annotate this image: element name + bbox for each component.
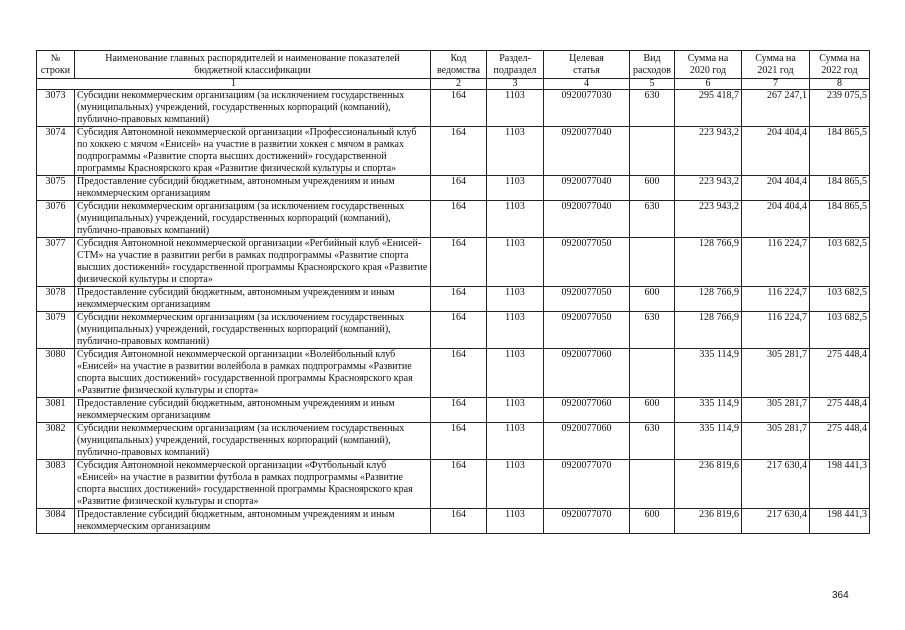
header-sum-2022: Сумма на 2022 год — [810, 51, 870, 79]
row-target: 0920077050 — [544, 312, 630, 349]
row-target: 0920077060 — [544, 423, 630, 460]
row-target: 0920077060 — [544, 398, 630, 423]
row-sum-2020: 335 114,9 — [675, 349, 742, 398]
row-expense-type: 600 — [630, 287, 675, 312]
column-number: 2 — [431, 79, 487, 90]
table-row — [37, 287, 870, 312]
row-number: 3080 — [37, 349, 75, 398]
row-number: 3084 — [37, 509, 75, 534]
row-sum-2021: 204 404,4 — [742, 127, 810, 176]
row-sum-2022: 275 448,4 — [810, 423, 870, 460]
row-expense-type: 630 — [630, 312, 675, 349]
row-number: 3081 — [37, 398, 75, 423]
header-name: Наименование главных распорядителей и наименование показателей бюджетной классификации — [75, 51, 431, 79]
row-sum-2021: 116 224,7 — [742, 238, 810, 287]
row-section: 1103 — [487, 509, 544, 534]
row-dept-code: 164 — [431, 509, 487, 534]
row-sum-2022: 184 865,5 — [810, 176, 870, 201]
header-section: Раздел- подраздел — [487, 51, 544, 79]
row-name: Субсидии некоммерческим организациям (за исключением государственных (муниципальных) учреждений, государственных корпораций (компаний), публично-правовых компаний) — [75, 201, 431, 238]
column-number: 1 — [37, 79, 431, 90]
row-number: 3078 — [37, 287, 75, 312]
row-sum-2022: 184 865,5 — [810, 201, 870, 238]
row-section: 1103 — [487, 90, 544, 127]
header-sum-2020: Сумма на 2020 год — [675, 51, 742, 79]
row-number: 3083 — [37, 460, 75, 509]
row-section: 1103 — [487, 238, 544, 287]
row-dept-code: 164 — [431, 238, 487, 287]
row-number: 3075 — [37, 176, 75, 201]
column-number: 4 — [544, 79, 630, 90]
row-name: Субсидия Автономной некоммерческой организации «Профессиональный клуб по хоккею с мячом «Енисей» на участие в развитии хоккея с мячом в рамках подпрограммы «Развитие спорта высших достижений» государственной программы Красноярского края «Развитие физической культуры и спорта» — [75, 127, 431, 176]
column-number: 3 — [487, 79, 544, 90]
row-sum-2021: 116 224,7 — [742, 287, 810, 312]
row-sum-2022: 239 075,5 — [810, 90, 870, 127]
row-name: Субсидия Автономной некоммерческой организации «Футбольный клуб «Енисей» на участие в развитии футбола в рамках подпрограммы «Развитие спорта высших достижений» государственной программы Красноярского края «Развитие физической культуры и спорта» — [75, 460, 431, 509]
table-row — [37, 349, 870, 398]
row-section: 1103 — [487, 423, 544, 460]
row-expense-type — [630, 127, 675, 176]
row-section: 1103 — [487, 287, 544, 312]
row-number: 3077 — [37, 238, 75, 287]
row-number: 3076 — [37, 201, 75, 238]
table-row — [37, 201, 870, 238]
row-section: 1103 — [487, 176, 544, 201]
row-number: 3082 — [37, 423, 75, 460]
row-expense-type: 630 — [630, 423, 675, 460]
row-sum-2021: 305 281,7 — [742, 398, 810, 423]
header-expense-type: Вид расходов — [630, 51, 675, 79]
table-row — [37, 176, 870, 201]
column-number: 6 — [675, 79, 742, 90]
row-dept-code: 164 — [431, 176, 487, 201]
row-sum-2022: 275 448,4 — [810, 349, 870, 398]
row-dept-code: 164 — [431, 349, 487, 398]
row-sum-2021: 217 630,4 — [742, 460, 810, 509]
row-sum-2021: 204 404,4 — [742, 176, 810, 201]
table-row — [37, 238, 870, 287]
row-sum-2020: 223 943,2 — [675, 176, 742, 201]
table-row — [37, 509, 870, 534]
row-expense-type: 630 — [630, 90, 675, 127]
row-section: 1103 — [487, 398, 544, 423]
row-sum-2020: 236 819,6 — [675, 460, 742, 509]
row-sum-2020: 128 766,9 — [675, 312, 742, 349]
row-dept-code: 164 — [431, 287, 487, 312]
header-dept-code: Код ведомства — [431, 51, 487, 79]
row-section: 1103 — [487, 349, 544, 398]
row-sum-2022: 103 682,5 — [810, 238, 870, 287]
table-row — [37, 460, 870, 509]
table-row — [37, 312, 870, 349]
row-expense-type: 600 — [630, 398, 675, 423]
column-number: 7 — [742, 79, 810, 90]
row-sum-2020: 236 819,6 — [675, 509, 742, 534]
row-name: Предоставление субсидий бюджетным, автономным учреждениям и иным некоммерческим организациям — [75, 176, 431, 201]
row-expense-type: 600 — [630, 509, 675, 534]
row-section: 1103 — [487, 460, 544, 509]
row-name: Субсидия Автономной некоммерческой организации «Регбийный клуб «Енисей-СТМ» на участие в развитии регби в рамках подпрограммы «Развитие спорта высших достижений» государственной программы Красноярского края «Развитие физической культуры и спорта» — [75, 238, 431, 287]
row-sum-2021: 305 281,7 — [742, 349, 810, 398]
row-number: 3079 — [37, 312, 75, 349]
row-target: 0920077030 — [544, 90, 630, 127]
page-number: 364 — [832, 590, 849, 601]
row-sum-2020: 295 418,7 — [675, 90, 742, 127]
row-dept-code: 164 — [431, 398, 487, 423]
row-dept-code: 164 — [431, 90, 487, 127]
row-sum-2020: 128 766,9 — [675, 238, 742, 287]
row-sum-2022: 184 865,5 — [810, 127, 870, 176]
row-target: 0920077040 — [544, 201, 630, 238]
row-target: 0920077050 — [544, 287, 630, 312]
row-sum-2021: 217 630,4 — [742, 509, 810, 534]
table-row — [37, 127, 870, 176]
row-target: 0920077060 — [544, 349, 630, 398]
row-sum-2022: 198 441,3 — [810, 460, 870, 509]
row-sum-2022: 275 448,4 — [810, 398, 870, 423]
row-section: 1103 — [487, 201, 544, 238]
row-dept-code: 164 — [431, 201, 487, 238]
document-page — [36, 50, 869, 534]
table-header-row — [37, 51, 870, 79]
row-expense-type: 600 — [630, 176, 675, 201]
row-sum-2021: 204 404,4 — [742, 201, 810, 238]
row-expense-type — [630, 238, 675, 287]
table-row — [37, 90, 870, 127]
row-target: 0920077040 — [544, 127, 630, 176]
row-name: Предоставление субсидий бюджетным, автономным учреждениям и иным некоммерческим организациям — [75, 509, 431, 534]
row-number: 3074 — [37, 127, 75, 176]
row-name: Предоставление субсидий бюджетным, автономным учреждениям и иным некоммерческим организациям — [75, 287, 431, 312]
budget-table — [36, 50, 870, 534]
row-sum-2022: 198 441,3 — [810, 509, 870, 534]
table-row — [37, 423, 870, 460]
row-sum-2020: 223 943,2 — [675, 127, 742, 176]
row-name: Предоставление субсидий бюджетным, автономным учреждениям и иным некоммерческим организациям — [75, 398, 431, 423]
row-dept-code: 164 — [431, 460, 487, 509]
row-dept-code: 164 — [431, 423, 487, 460]
row-name: Субсидии некоммерческим организациям (за исключением государственных (муниципальных) учреждений, государственных корпораций (компаний), публично-правовых компаний) — [75, 312, 431, 349]
row-expense-type — [630, 460, 675, 509]
row-dept-code: 164 — [431, 127, 487, 176]
row-expense-type: 630 — [630, 201, 675, 238]
row-expense-type — [630, 349, 675, 398]
row-section: 1103 — [487, 127, 544, 176]
header-row-no: № строки — [37, 51, 75, 79]
row-sum-2022: 103 682,5 — [810, 312, 870, 349]
column-number-row — [37, 79, 870, 90]
row-sum-2021: 267 247,1 — [742, 90, 810, 127]
header-target: Целевая статья — [544, 51, 630, 79]
row-target: 0920077070 — [544, 509, 630, 534]
row-section: 1103 — [487, 312, 544, 349]
row-target: 0920077040 — [544, 176, 630, 201]
row-sum-2021: 305 281,7 — [742, 423, 810, 460]
column-number: 5 — [630, 79, 675, 90]
row-sum-2021: 116 224,7 — [742, 312, 810, 349]
row-name: Субсидия Автономной некоммерческой организации «Волейбольный клуб «Енисей» на участие в развитии волейбола в рамках подпрограммы «Развитие спорта высших достижений» государственной программы Красноярского края «Развитие физической культуры и спорта» — [75, 349, 431, 398]
row-name: Субсидии некоммерческим организациям (за исключением государственных (муниципальных) учреждений, государственных корпораций (компаний), публично-правовых компаний) — [75, 423, 431, 460]
row-sum-2020: 335 114,9 — [675, 398, 742, 423]
row-sum-2020: 128 766,9 — [675, 287, 742, 312]
row-dept-code: 164 — [431, 312, 487, 349]
header-sum-2021: Сумма на 2021 год — [742, 51, 810, 79]
row-sum-2020: 223 943,2 — [675, 201, 742, 238]
row-target: 0920077050 — [544, 238, 630, 287]
table-row — [37, 398, 870, 423]
row-sum-2022: 103 682,5 — [810, 287, 870, 312]
row-name: Субсидии некоммерческим организациям (за исключением государственных (муниципальных) учреждений, государственных корпораций (компаний), публично-правовых компаний) — [75, 90, 431, 127]
column-number: 8 — [810, 79, 870, 90]
row-sum-2020: 335 114,9 — [675, 423, 742, 460]
row-number: 3073 — [37, 90, 75, 127]
row-target: 0920077070 — [544, 460, 630, 509]
